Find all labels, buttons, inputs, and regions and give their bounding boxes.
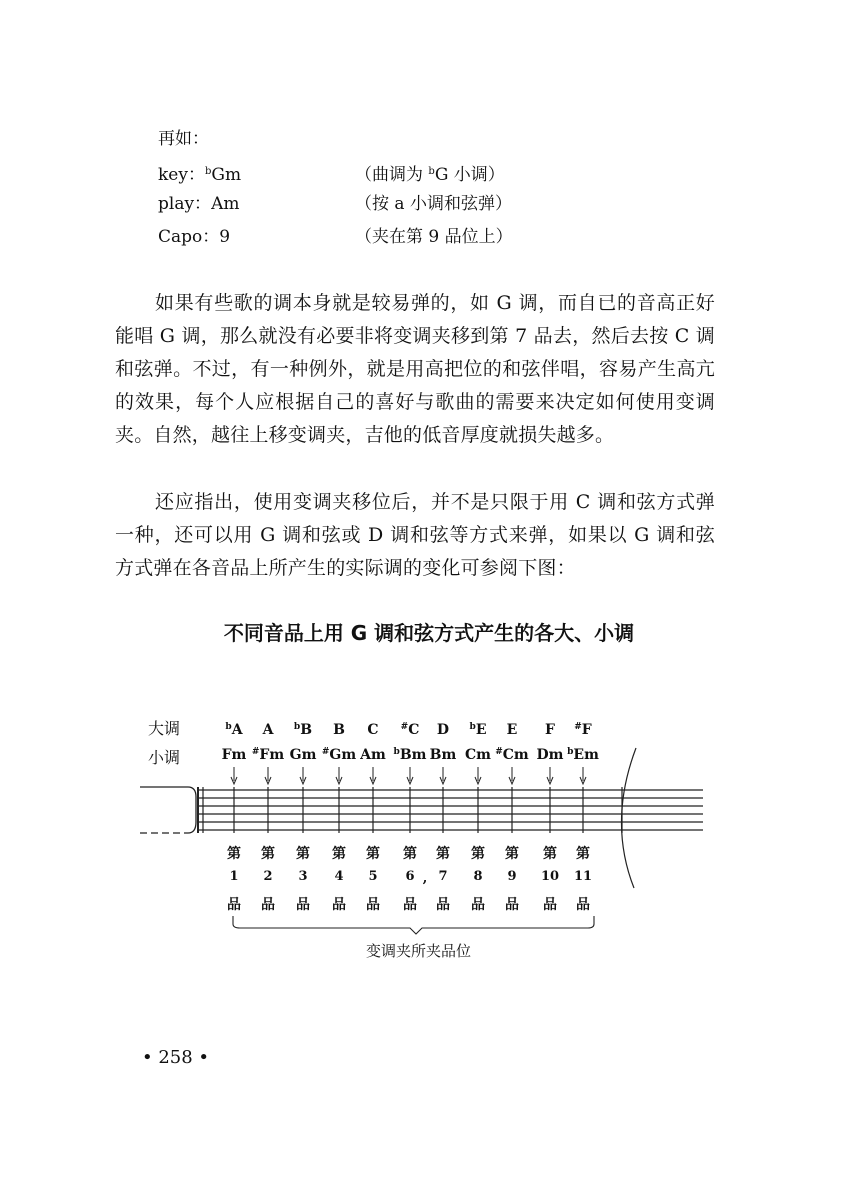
example-note: （按 a 小调和弦弹） — [355, 194, 512, 214]
fret-label-top — [227, 843, 241, 863]
major-key-label-text: B — [333, 722, 345, 738]
example-label: key： — [158, 165, 205, 185]
flat-sign: b — [428, 166, 435, 177]
example-value: 9 — [219, 227, 231, 247]
major-key-label-text: E — [475, 722, 487, 738]
fret-label-top-text: 第 — [332, 846, 346, 862]
fretboard-break-curve — [621, 748, 636, 888]
fret-label-top-text: 第 — [436, 846, 450, 862]
fret-number-text: 7 — [438, 869, 448, 884]
minor-key-label — [360, 747, 386, 763]
major-key-label — [401, 722, 420, 738]
major-key-label — [263, 722, 274, 738]
fret-label-bottom-text: 品 — [543, 897, 557, 913]
fret-label-top-text: 第 — [261, 846, 275, 862]
minor-key-label-text: Em — [573, 747, 599, 763]
example-intro: 再如： — [158, 129, 209, 149]
major-key-label — [470, 722, 487, 738]
fret-label-bottom — [366, 894, 380, 914]
fret-number — [574, 869, 592, 884]
fret-label-top-text: 第 — [576, 846, 590, 862]
major-key-label — [507, 722, 518, 738]
minor-key-label-text: Bm — [429, 747, 457, 763]
paragraph-2: 还应指出，使用变调夹移位后，并不是只限于用 C 调和弦方式弹一种，还可以用 G 调和弦或 D 调和弦等方式来弹，如果以 G 调和弦方式弹在各音品上所产生的实际调的变化可参阅下图： — [115, 491, 715, 579]
fret-label-bottom — [471, 894, 485, 914]
minor-key-label — [222, 747, 247, 763]
major-key-label-text: E — [506, 722, 518, 738]
major-row-label: 大调 — [148, 719, 181, 738]
figure-title: 不同音品上用 G 调和弦方式产生的各大、小调 — [223, 621, 635, 645]
fret-label-bottom — [261, 894, 275, 914]
fret-number — [541, 869, 559, 884]
minor-key-label-text: Gm — [289, 747, 317, 763]
minor-key-label — [430, 747, 457, 763]
fret-label-bottom-text: 品 — [261, 897, 275, 913]
fret-label-bottom-text: 品 — [332, 897, 346, 913]
accidental-sign: b — [225, 722, 232, 732]
accidental-sign: # — [321, 747, 330, 757]
major-key-label-text: F — [545, 722, 555, 738]
minor-key-label-text: Fm — [221, 747, 247, 763]
example-note: （曲调为 — [355, 165, 429, 185]
minor-key-label — [322, 747, 356, 763]
fret-label-top — [543, 843, 557, 863]
example-label: play： — [158, 194, 212, 214]
fret-label-bottom-text: 品 — [366, 897, 380, 913]
minor-key-label-text: Bm — [399, 747, 427, 763]
fret-label-bottom — [227, 894, 241, 914]
fret-label-top-text: 第 — [296, 846, 310, 862]
fret-label-top-text: 第 — [543, 846, 557, 862]
fret-label-top — [436, 843, 450, 863]
example-note-rest: G 小调） — [434, 165, 505, 185]
accidental-sign: # — [574, 722, 582, 732]
minor-key-label-text: Fm — [259, 747, 285, 763]
fret-label-top-text: 第 — [403, 846, 417, 862]
fret-label-bottom-text: 品 — [576, 897, 590, 913]
fret-label-top — [403, 843, 417, 863]
major-key-label — [225, 722, 242, 738]
fret-label-top — [366, 843, 380, 863]
fret-label-bottom-text: 品 — [505, 897, 519, 913]
fret-separator — [423, 871, 428, 886]
flat-sign: b — [204, 166, 212, 177]
fret-number-text: 8 — [473, 869, 483, 884]
minor-key-label — [465, 747, 491, 763]
minor-key-label-text: Cm — [465, 747, 491, 763]
minor-key-label — [495, 747, 529, 763]
minor-key-label-text: Dm — [536, 747, 564, 763]
fret-number — [473, 869, 482, 884]
fret-label-bottom-text: 品 — [471, 897, 485, 913]
fret-label-bottom — [403, 894, 417, 914]
fret-number — [405, 869, 414, 884]
fret-number-text: 11 — [573, 869, 593, 884]
minor-key-label — [394, 747, 427, 763]
fret-number-text: 2 — [263, 869, 273, 884]
example-label: Capo： — [158, 227, 220, 247]
fret-label-bottom-text: 品 — [403, 897, 417, 913]
fret-label-top-text: 第 — [227, 846, 241, 862]
fret-label-bottom — [332, 894, 346, 914]
minor-key-label-text: Gm — [329, 747, 357, 763]
major-key-label-text: F — [581, 722, 592, 738]
fret-label-bottom — [296, 894, 310, 914]
minor-key-label — [567, 747, 599, 763]
minor-key-label — [290, 747, 317, 763]
fret-label-bottom — [543, 894, 557, 914]
major-key-label — [545, 722, 555, 738]
fret-number-text: 5 — [368, 869, 378, 884]
capo-range-bracket — [233, 916, 594, 934]
major-key-label — [367, 722, 378, 738]
major-key-label-text: C — [367, 722, 379, 738]
fret-label-top-text: 第 — [366, 846, 380, 862]
accidental-sign: b — [293, 722, 301, 732]
fret-label-top — [332, 843, 346, 863]
major-key-label — [574, 722, 592, 738]
fret-label-top — [261, 843, 275, 863]
fret-label-bottom — [505, 894, 519, 914]
fret-number — [298, 869, 307, 884]
fret-number-text: 9 — [507, 869, 517, 884]
minor-key-label-text: Cm — [502, 747, 529, 763]
accidental-sign: b — [567, 747, 574, 757]
minor-key-label — [537, 747, 564, 763]
fret-number-text: 10 — [540, 869, 560, 884]
page-number: • 258 • — [142, 1047, 210, 1068]
accidental-sign: # — [251, 747, 260, 757]
fret-label-bottom-text: 品 — [436, 897, 450, 913]
fret-label-top — [576, 843, 590, 863]
fret-label-top — [505, 843, 519, 863]
fret-number-text: 6 — [405, 869, 415, 884]
major-key-label-text: C — [408, 722, 420, 738]
fret-label-top-text: 第 — [471, 846, 485, 862]
figure-caption: 变调夹所夹品位 — [366, 942, 472, 960]
fret-number-text: 1 — [229, 869, 239, 884]
accidental-sign: b — [393, 747, 400, 757]
example-note: （夹在第 9 品位上） — [355, 227, 513, 247]
fret-number — [334, 869, 343, 884]
accidental-sign: b — [469, 722, 476, 732]
fret-number-text: 3 — [298, 869, 308, 884]
fret-label-top — [296, 843, 310, 863]
fret-label-top — [471, 843, 485, 863]
fret-label-top-text: 第 — [505, 846, 519, 862]
fret-label-bottom-text: 品 — [227, 897, 241, 913]
major-key-label-text: B — [300, 722, 313, 738]
example-value: Gm — [211, 165, 242, 185]
fret-number — [263, 869, 272, 884]
fret-number — [368, 869, 377, 884]
minor-key-label — [252, 747, 284, 763]
fret-label-bottom-text: 品 — [296, 897, 310, 913]
example-value: Am — [211, 194, 240, 214]
fret-number-text: 4 — [334, 869, 344, 884]
major-key-label-text: A — [231, 722, 243, 738]
accidental-sign: # — [400, 722, 409, 732]
fret-number — [438, 869, 447, 884]
fret-separator-text: , — [422, 871, 428, 886]
minor-key-label-text: Am — [360, 747, 386, 763]
major-key-label — [437, 722, 449, 738]
fret-label-bottom — [436, 894, 450, 914]
minor-row-label: 小调 — [148, 748, 181, 767]
major-key-label-text: D — [436, 722, 450, 738]
fret-number — [507, 869, 516, 884]
fret-number — [229, 869, 238, 884]
major-key-label — [333, 722, 345, 738]
major-key-label-text: A — [262, 722, 274, 738]
fret-label-bottom — [576, 894, 590, 914]
paragraph-1: 如果有些歌的调本身就是较易弹的，如 G 调，而自已的音高正好能唱 G 调，那么就没有必要非将变调夹移到第 7 品去，然后去按 C 调和弦弹。不过，有一种例外，就是用高把位的和弦伴唱，容易产生高亢的效果，每个人应根据自己的喜好与歌曲的需要来决定如何使用变调夹。自然，越往上移变调夹，吉他的低音厚度就损失越多。 — [115, 292, 715, 446]
guitar-nut — [140, 787, 196, 833]
major-key-label — [294, 722, 312, 738]
accidental-sign: # — [495, 747, 503, 757]
